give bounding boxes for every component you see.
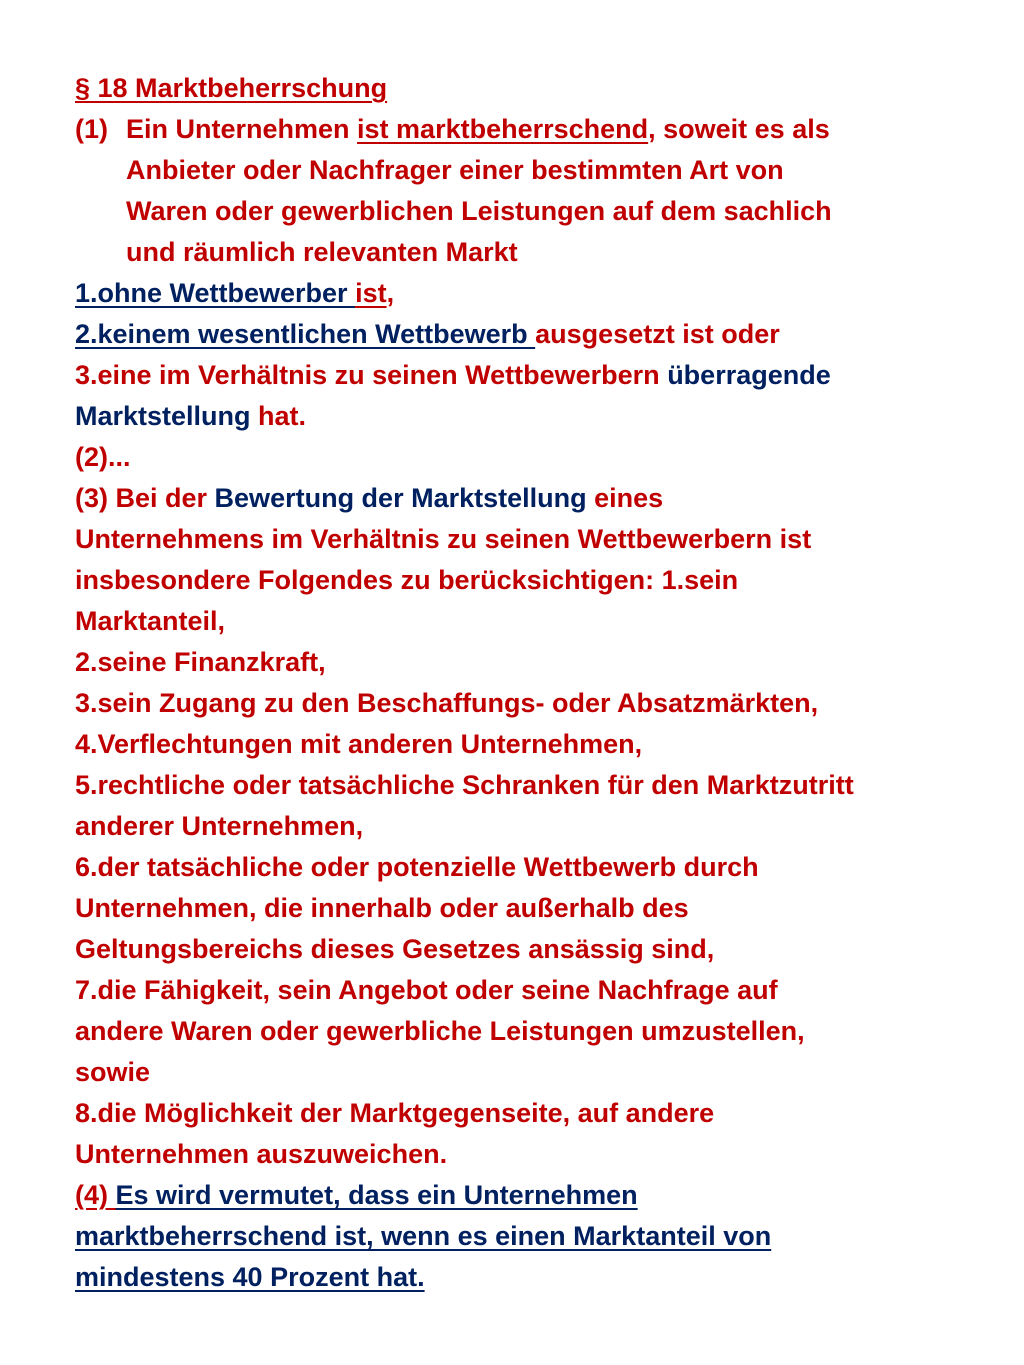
paragraph-4-text-a: (4) <box>75 1180 116 1210</box>
paragraph-1-text-c: , soweit es als <box>648 114 830 144</box>
paragraph-3-line-5: 2.seine Finanzkraft, <box>75 647 326 677</box>
slide-text <box>75 68 975 1298</box>
item-1-text-a: 1.ohne Wettbewerber <box>75 278 356 308</box>
item-3-line-2 <box>75 396 975 437</box>
paragraph-1-line-2: Anbieter oder Nachfrager einer bestimmten Art von <box>126 155 784 185</box>
paragraph-3-line-11: Unternehmen, die innerhalb oder außerhalb des <box>75 893 689 923</box>
paragraph-3-text-c: eines <box>594 483 664 513</box>
paragraph-1-line-1 <box>75 109 975 150</box>
paragraph-3-line-1 <box>75 478 975 519</box>
paragraph-1-line-3: Waren oder gewerblichen Leistungen auf dem sachlich <box>126 196 832 226</box>
paragraph-3-line-12: Geltungsbereichs dieses Gesetzes ansässig sind, <box>75 934 715 964</box>
paragraph-4-line-3 <box>75 1257 975 1298</box>
paragraph-4-text-l3: mindestens 40 Prozent hat. <box>75 1262 425 1292</box>
paragraph-3-line-4: Marktanteil, <box>75 606 226 636</box>
item-3-line-1 <box>75 355 975 396</box>
paragraph-1-number: (1) <box>75 114 108 144</box>
item-2-text-a: 2.keinem wesentlichen Wettbewerb <box>75 319 536 349</box>
item-2-text-b: ausgesetzt ist oder <box>535 319 780 349</box>
paragraph-3-line-6: 3.sein Zugang zu den Beschaffungs- oder Absatzmärkten, <box>75 688 819 718</box>
paragraph-4-text-b: Es wird vermutet, dass ein Unternehmen <box>115 1180 638 1210</box>
item-2 <box>75 314 975 355</box>
paragraph-3-line-16: 8.die Möglichkeit der Marktgegenseite, auf andere <box>75 1098 715 1128</box>
item-3-text-a: 3.eine im Verhältnis zu seinen Wettbewerbern <box>75 360 668 390</box>
item-1-text-c: , <box>386 278 395 308</box>
paragraph-1-text-underlined: ist marktbeherrschend <box>357 114 649 144</box>
paragraph-3-text-a: (3) Bei der <box>75 483 215 513</box>
paragraph-3-line-7: 4.Verflechtungen mit anderen Unternehmen, <box>75 729 643 759</box>
item-3-text-c: Marktstellung <box>75 401 259 431</box>
paragraph-3-line-15: sowie <box>75 1057 151 1087</box>
paragraph-1-line-4: und räumlich relevanten Markt <box>126 237 518 267</box>
paragraph-4-line-2 <box>75 1216 975 1257</box>
item-1-text-b: ist <box>355 278 387 308</box>
paragraph-3-line-2: Unternehmens im Verhältnis zu seinen Wettbewerbern ist <box>75 524 812 554</box>
item-3-text-d: hat. <box>258 401 307 431</box>
paragraph-3-line-13: 7.die Fähigkeit, sein Angebot oder seine Nachfrage auf <box>75 975 778 1005</box>
paragraph-3-line-17: Unternehmen auszuweichen. <box>75 1139 448 1169</box>
paragraph-3-line-9: anderer Unternehmen, <box>75 811 364 841</box>
paragraph-3-line-10: 6.der tatsächliche oder potenzielle Wettbewerb durch <box>75 852 759 882</box>
paragraph-1-text-a: Ein Unternehmen <box>126 114 358 144</box>
paragraph-3-line-14: andere Waren oder gewerbliche Leistungen umzustellen, <box>75 1016 805 1046</box>
paragraph-4-text-l2: marktbeherrschend ist, wenn es einen Marktanteil von <box>75 1221 772 1251</box>
paragraph-3-line-3: insbesondere Folgendes zu berücksichtigen: 1.sein <box>75 565 739 595</box>
heading: § 18 Marktbeherrschung <box>75 73 388 103</box>
paragraph-4-line-1 <box>75 1175 975 1216</box>
paragraph-3-text-b: Bewertung der Marktstellung <box>214 483 595 513</box>
item-1 <box>75 273 975 314</box>
item-3-text-b: überragende <box>667 360 831 390</box>
paragraph-2: (2)... <box>75 442 131 472</box>
paragraph-3-line-8: 5.rechtliche oder tatsächliche Schranken für den Marktzutritt <box>75 770 854 800</box>
